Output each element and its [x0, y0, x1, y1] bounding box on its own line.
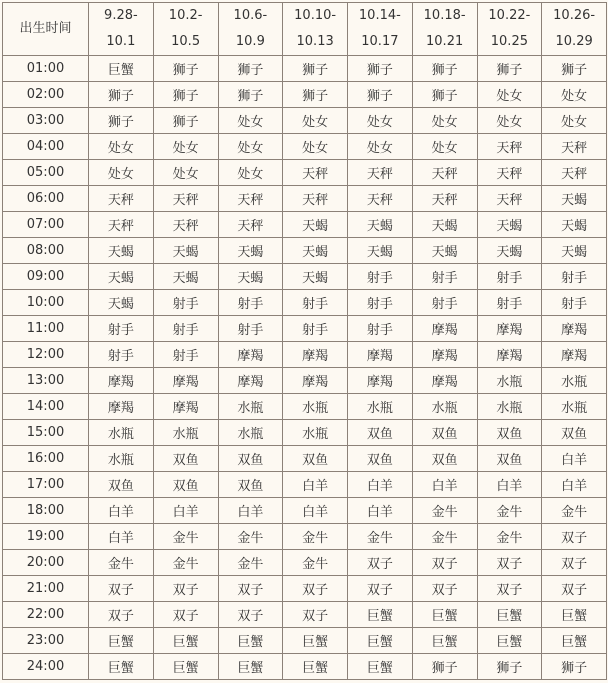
rising-sign-cell: 巨蟹 [153, 628, 218, 654]
birth-time-cell: 07:00 [3, 212, 89, 238]
rising-sign-cell: 摩羯 [89, 368, 154, 394]
birth-time-cell: 08:00 [3, 238, 89, 264]
rising-sign-cell: 射手 [348, 264, 413, 290]
rising-sign-cell: 处女 [283, 108, 348, 134]
birth-time-cell: 09:00 [3, 264, 89, 290]
rising-sign-cell: 双鱼 [348, 446, 413, 472]
rising-sign-cell: 巨蟹 [89, 56, 154, 82]
rising-sign-cell: 摩羯 [412, 342, 477, 368]
rising-sign-cell: 狮子 [283, 56, 348, 82]
table-row [3, 550, 607, 576]
rising-sign-cell: 射手 [348, 290, 413, 316]
table-row [3, 602, 607, 628]
table-row [3, 628, 607, 654]
rising-sign-cell: 处女 [153, 134, 218, 160]
rising-sign-cell: 金牛 [218, 524, 283, 550]
rising-sign-cell: 水瓶 [477, 368, 542, 394]
rising-sign-cell: 双子 [89, 576, 154, 602]
rising-sign-cell: 双鱼 [89, 472, 154, 498]
rising-sign-cell: 天蝎 [542, 212, 607, 238]
rising-sign-cell: 巨蟹 [89, 628, 154, 654]
birth-time-cell: 01:00 [3, 56, 89, 82]
rising-sign-cell: 双子 [542, 524, 607, 550]
date-range-header [218, 3, 283, 56]
rising-sign-cell: 金牛 [153, 524, 218, 550]
date-range-start: 10.2- [168, 8, 203, 23]
rising-sign-cell: 双子 [542, 576, 607, 602]
birth-time-cell: 02:00 [3, 82, 89, 108]
corner-header: 出生时间 [3, 3, 89, 56]
rising-sign-cell: 射手 [153, 316, 218, 342]
rising-sign-cell: 天秤 [348, 186, 413, 212]
table-row [3, 498, 607, 524]
table-row [3, 420, 607, 446]
date-range-start: 10.14- [358, 8, 401, 23]
date-range-end: 10.5 [171, 34, 201, 49]
rising-sign-cell: 射手 [153, 290, 218, 316]
rising-sign-cell: 金牛 [477, 498, 542, 524]
birth-time-cell: 10:00 [3, 290, 89, 316]
rising-sign-cell: 白羊 [89, 524, 154, 550]
rising-sign-cell: 白羊 [348, 498, 413, 524]
rising-sign-cell: 金牛 [218, 550, 283, 576]
date-range-end: 10.9 [235, 34, 265, 49]
rising-sign-cell: 白羊 [283, 472, 348, 498]
rising-sign-cell: 处女 [89, 160, 154, 186]
rising-sign-cell: 天秤 [89, 186, 154, 212]
rising-sign-cell: 天蝎 [218, 264, 283, 290]
rising-sign-cell: 摩羯 [283, 342, 348, 368]
rising-sign-cell: 巨蟹 [542, 602, 607, 628]
birth-time-cell: 24:00 [3, 654, 89, 680]
rising-sign-cell: 双子 [348, 576, 413, 602]
rising-sign-cell: 双子 [412, 576, 477, 602]
table-row [3, 134, 607, 160]
rising-sign-cell: 天蝎 [153, 264, 218, 290]
rising-sign-cell: 摩羯 [283, 368, 348, 394]
rising-sign-cell: 双子 [218, 602, 283, 628]
table-row [3, 238, 607, 264]
rising-sign-cell: 处女 [542, 108, 607, 134]
table-row [3, 212, 607, 238]
rising-sign-cell: 处女 [542, 82, 607, 108]
rising-sign-cell: 双鱼 [153, 472, 218, 498]
rising-sign-cell: 金牛 [348, 524, 413, 550]
rising-sign-cell: 天蝎 [283, 264, 348, 290]
rising-sign-cell: 摩羯 [412, 316, 477, 342]
rising-sign-cell: 双鱼 [218, 446, 283, 472]
rising-sign-cell: 天秤 [477, 134, 542, 160]
table-row [3, 368, 607, 394]
rising-sign-cell: 白羊 [218, 498, 283, 524]
rising-sign-cell: 金牛 [542, 498, 607, 524]
rising-sign-cell: 处女 [283, 134, 348, 160]
rising-sign-cell: 巨蟹 [412, 628, 477, 654]
rising-sign-cell: 天蝎 [283, 238, 348, 264]
table-row [3, 472, 607, 498]
rising-sign-cell: 巨蟹 [218, 654, 283, 680]
rising-sign-cell: 天蝎 [542, 186, 607, 212]
rising-sign-cell: 射手 [218, 316, 283, 342]
rising-sign-cell: 双子 [477, 576, 542, 602]
rising-sign-cell: 双子 [477, 550, 542, 576]
rising-sign-cell: 天蝎 [412, 212, 477, 238]
rising-sign-cell: 天秤 [283, 160, 348, 186]
rising-sign-cell: 处女 [153, 160, 218, 186]
date-range-end: 10.17 [361, 34, 399, 49]
rising-sign-cell: 金牛 [477, 524, 542, 550]
rising-sign-cell: 水瓶 [477, 394, 542, 420]
rising-sign-cell: 射手 [153, 342, 218, 368]
rising-sign-cell: 金牛 [153, 550, 218, 576]
date-range-header [412, 3, 477, 56]
rising-sign-cell: 巨蟹 [153, 654, 218, 680]
date-range-header [477, 3, 542, 56]
date-range-end: 10.21 [426, 34, 464, 49]
rising-sign-cell: 巨蟹 [477, 602, 542, 628]
rising-sign-cell: 天秤 [477, 160, 542, 186]
rising-sign-cell: 金牛 [283, 550, 348, 576]
rising-sign-cell: 天秤 [542, 160, 607, 186]
date-range-start: 10.26- [553, 8, 596, 23]
table-row [3, 160, 607, 186]
date-range-header [283, 3, 348, 56]
rising-sign-cell: 摩羯 [348, 342, 413, 368]
date-range-start: 9.28- [104, 8, 138, 23]
rising-sign-cell: 金牛 [283, 524, 348, 550]
table-row [3, 394, 607, 420]
rising-sign-cell: 天蝎 [283, 212, 348, 238]
birth-time-cell: 17:00 [3, 472, 89, 498]
rising-sign-cell: 金牛 [412, 524, 477, 550]
rising-sign-cell: 狮子 [89, 82, 154, 108]
table-row [3, 654, 607, 680]
table-row [3, 446, 607, 472]
rising-sign-cell: 白羊 [542, 446, 607, 472]
table-row [3, 108, 607, 134]
rising-sign-cell: 摩羯 [153, 394, 218, 420]
rising-sign-cell: 水瓶 [89, 446, 154, 472]
rising-sign-cell: 天秤 [348, 160, 413, 186]
rising-sign-cell: 射手 [283, 316, 348, 342]
rising-sign-cell: 巨蟹 [477, 628, 542, 654]
rising-sign-cell: 双子 [153, 576, 218, 602]
rising-sign-cell: 摩羯 [218, 342, 283, 368]
rising-sign-cell: 射手 [348, 316, 413, 342]
rising-sign-cell: 水瓶 [218, 420, 283, 446]
rising-sign-cell: 双子 [89, 602, 154, 628]
rising-sign-cell: 双鱼 [283, 446, 348, 472]
rising-sign-cell: 摩羯 [542, 342, 607, 368]
rising-sign-cell: 摩羯 [412, 368, 477, 394]
rising-sign-cell: 狮子 [412, 56, 477, 82]
rising-sign-cell: 狮子 [218, 82, 283, 108]
rising-sign-cell: 狮子 [89, 108, 154, 134]
date-range-end: 10.25 [490, 34, 528, 49]
rising-sign-cell: 天蝎 [542, 238, 607, 264]
rising-sign-cell: 狮子 [542, 654, 607, 680]
date-range-end: 10.1 [106, 34, 136, 49]
rising-sign-cell: 摩羯 [542, 316, 607, 342]
table-row [3, 524, 607, 550]
rising-sign-cell: 天蝎 [218, 238, 283, 264]
rising-sign-cell: 天秤 [218, 212, 283, 238]
rising-sign-cell: 摩羯 [477, 342, 542, 368]
rising-sign-cell: 金牛 [89, 550, 154, 576]
date-range-start: 10.10- [294, 8, 337, 23]
rising-sign-cell: 处女 [218, 160, 283, 186]
rising-sign-cell: 天蝎 [348, 238, 413, 264]
rising-sign-cell: 白羊 [477, 472, 542, 498]
rising-sign-cell: 射手 [412, 264, 477, 290]
rising-sign-cell: 摩羯 [477, 316, 542, 342]
birth-time-cell: 21:00 [3, 576, 89, 602]
rising-sign-cell: 天蝎 [89, 264, 154, 290]
rising-sign-cell: 白羊 [283, 498, 348, 524]
birth-time-cell: 18:00 [3, 498, 89, 524]
rising-sign-cell: 射手 [542, 290, 607, 316]
rising-sign-cell: 射手 [412, 290, 477, 316]
birth-time-cell: 12:00 [3, 342, 89, 368]
rising-sign-cell: 双鱼 [153, 446, 218, 472]
date-range-header [348, 3, 413, 56]
rising-sign-cell: 射手 [283, 290, 348, 316]
rising-sign-cell: 处女 [218, 108, 283, 134]
rising-sign-cell: 双鱼 [218, 472, 283, 498]
table-body [3, 56, 607, 680]
rising-sign-cell: 天秤 [412, 160, 477, 186]
rising-sign-cell: 巨蟹 [348, 602, 413, 628]
rising-sign-cell: 水瓶 [542, 394, 607, 420]
rising-sign-cell: 天蝎 [89, 238, 154, 264]
rising-sign-cell: 射手 [542, 264, 607, 290]
rising-sign-cell: 白羊 [542, 472, 607, 498]
rising-sign-cell: 天秤 [153, 212, 218, 238]
rising-sign-cell: 天蝎 [477, 212, 542, 238]
birth-time-cell: 14:00 [3, 394, 89, 420]
date-range-header [153, 3, 218, 56]
rising-sign-cell: 巨蟹 [542, 628, 607, 654]
rising-sign-cell: 狮子 [477, 654, 542, 680]
rising-sign-cell: 处女 [348, 134, 413, 160]
rising-sign-cell: 射手 [477, 264, 542, 290]
rising-sign-cell: 狮子 [348, 56, 413, 82]
rising-sign-cell: 狮子 [218, 56, 283, 82]
rising-sign-cell: 天秤 [89, 212, 154, 238]
rising-sign-cell: 天秤 [542, 134, 607, 160]
rising-sign-cell: 双鱼 [412, 446, 477, 472]
rising-sign-cell: 双子 [153, 602, 218, 628]
rising-sign-cell: 狮子 [542, 56, 607, 82]
rising-sign-cell: 巨蟹 [218, 628, 283, 654]
rising-sign-cell: 狮子 [477, 56, 542, 82]
rising-sign-cell: 射手 [89, 316, 154, 342]
rising-sign-cell: 双子 [348, 550, 413, 576]
date-range-end: 10.29 [555, 34, 593, 49]
table-row [3, 342, 607, 368]
table-row [3, 82, 607, 108]
rising-sign-cell: 双鱼 [412, 420, 477, 446]
rising-sign-cell: 水瓶 [348, 394, 413, 420]
date-range-header [542, 3, 607, 56]
rising-sign-cell: 白羊 [348, 472, 413, 498]
date-range-end: 10.13 [296, 34, 334, 49]
rising-sign-cell: 狮子 [412, 654, 477, 680]
rising-sign-cell: 天秤 [283, 186, 348, 212]
rising-sign-cell: 巨蟹 [283, 628, 348, 654]
rising-sign-cell: 天秤 [477, 186, 542, 212]
rising-sign-cell: 双鱼 [477, 446, 542, 472]
rising-sign-cell: 天蝎 [412, 238, 477, 264]
date-range-start: 10.6- [233, 8, 268, 23]
rising-sign-cell: 双子 [412, 550, 477, 576]
rising-sign-cell: 处女 [477, 82, 542, 108]
rising-sign-cell: 摩羯 [218, 368, 283, 394]
rising-sign-cell: 双子 [542, 550, 607, 576]
birth-time-cell: 11:00 [3, 316, 89, 342]
rising-sign-cell: 天秤 [153, 186, 218, 212]
birth-time-cell: 05:00 [3, 160, 89, 186]
rising-sign-cell: 摩羯 [89, 394, 154, 420]
rising-sign-cell: 摩羯 [348, 368, 413, 394]
date-range-start: 10.22- [488, 8, 531, 23]
rising-sign-cell: 水瓶 [412, 394, 477, 420]
rising-sign-cell: 白羊 [153, 498, 218, 524]
rising-sign-cell: 水瓶 [218, 394, 283, 420]
table-row [3, 316, 607, 342]
rising-sign-cell: 射手 [89, 342, 154, 368]
table-row [3, 186, 607, 212]
rising-sign-cell: 天蝎 [153, 238, 218, 264]
rising-sign-cell: 处女 [412, 108, 477, 134]
rising-sign-cell: 处女 [218, 134, 283, 160]
rising-sign-cell: 双鱼 [542, 420, 607, 446]
rising-sign-cell: 巨蟹 [348, 628, 413, 654]
rising-sign-cell: 天蝎 [89, 290, 154, 316]
rising-sign-cell: 白羊 [412, 472, 477, 498]
birth-time-cell: 19:00 [3, 524, 89, 550]
date-range-start: 10.18- [423, 8, 466, 23]
rising-sign-cell: 巨蟹 [412, 602, 477, 628]
table-row [3, 264, 607, 290]
rising-sign-cell: 处女 [477, 108, 542, 134]
rising-sign-cell: 天秤 [412, 186, 477, 212]
rising-sign-cell: 狮子 [153, 56, 218, 82]
rising-sign-cell: 处女 [89, 134, 154, 160]
rising-sign-cell: 巨蟹 [283, 654, 348, 680]
rising-sign-cell: 摩羯 [153, 368, 218, 394]
rising-sign-cell: 天蝎 [348, 212, 413, 238]
zodiac-birth-time-table [2, 2, 607, 680]
rising-sign-cell: 巨蟹 [348, 654, 413, 680]
birth-time-cell: 23:00 [3, 628, 89, 654]
birth-time-cell: 16:00 [3, 446, 89, 472]
rising-sign-cell: 双子 [283, 576, 348, 602]
rising-sign-cell: 射手 [218, 290, 283, 316]
birth-time-cell: 04:00 [3, 134, 89, 160]
header-row [3, 3, 607, 56]
rising-sign-cell: 狮子 [283, 82, 348, 108]
rising-sign-cell: 水瓶 [542, 368, 607, 394]
rising-sign-cell: 巨蟹 [89, 654, 154, 680]
date-range-header [89, 3, 154, 56]
table-row [3, 576, 607, 602]
table-wrapper [2, 2, 606, 679]
birth-time-cell: 06:00 [3, 186, 89, 212]
rising-sign-cell: 水瓶 [283, 394, 348, 420]
rising-sign-cell: 狮子 [153, 108, 218, 134]
rising-sign-cell: 天秤 [218, 186, 283, 212]
table-row [3, 56, 607, 82]
rising-sign-cell: 水瓶 [89, 420, 154, 446]
birth-time-cell: 22:00 [3, 602, 89, 628]
rising-sign-cell: 双鱼 [348, 420, 413, 446]
rising-sign-cell: 双鱼 [477, 420, 542, 446]
rising-sign-cell: 金牛 [412, 498, 477, 524]
rising-sign-cell: 狮子 [412, 82, 477, 108]
rising-sign-cell: 双子 [283, 602, 348, 628]
birth-time-cell: 13:00 [3, 368, 89, 394]
rising-sign-cell: 水瓶 [153, 420, 218, 446]
rising-sign-cell: 双子 [218, 576, 283, 602]
birth-time-cell: 03:00 [3, 108, 89, 134]
rising-sign-cell: 白羊 [89, 498, 154, 524]
rising-sign-cell: 天蝎 [477, 238, 542, 264]
rising-sign-cell: 处女 [348, 108, 413, 134]
table-row [3, 290, 607, 316]
rising-sign-cell: 水瓶 [283, 420, 348, 446]
rising-sign-cell: 射手 [477, 290, 542, 316]
birth-time-cell: 15:00 [3, 420, 89, 446]
rising-sign-cell: 处女 [412, 134, 477, 160]
birth-time-cell: 20:00 [3, 550, 89, 576]
rising-sign-cell: 狮子 [348, 82, 413, 108]
rising-sign-cell: 狮子 [153, 82, 218, 108]
